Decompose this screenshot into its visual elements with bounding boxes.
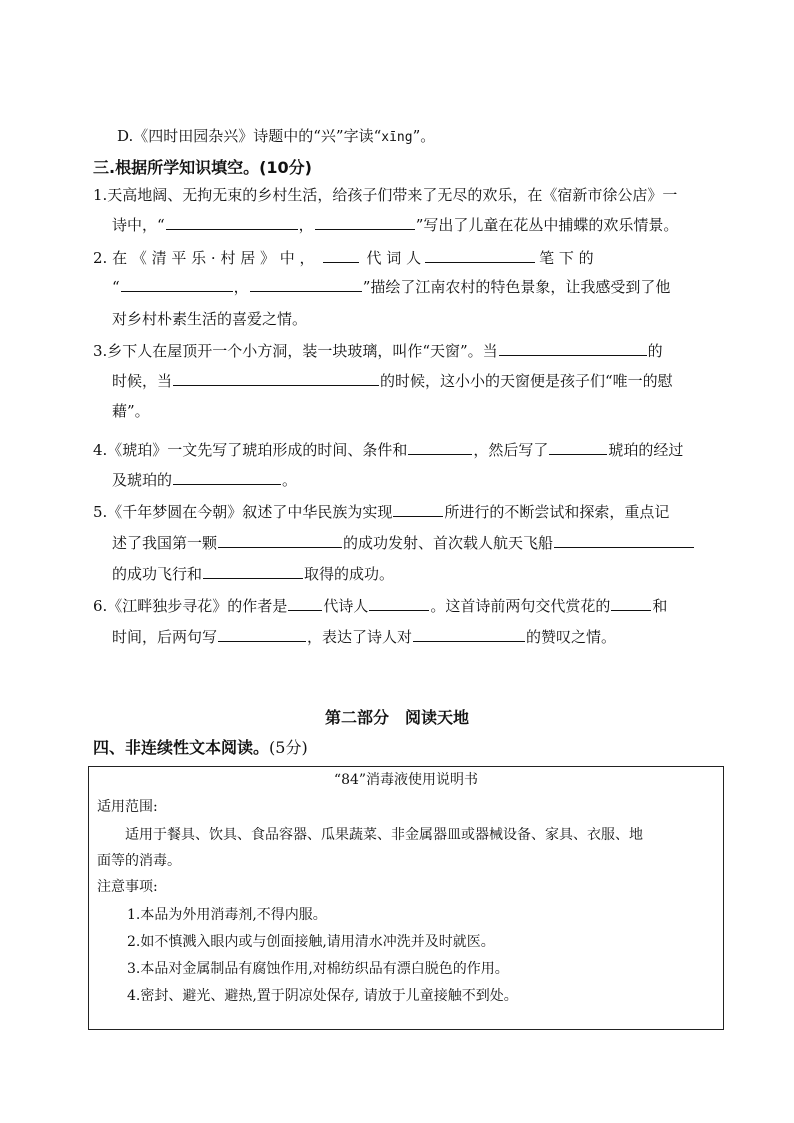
q6-blank-3[interactable] — [611, 595, 651, 611]
section3-heading — [93, 158, 312, 178]
section4-heading — [93, 738, 308, 758]
q3-text-a: 3.乡下人在屋顶开一个小方洞，装一块玻璃，叫作“天窗”。当 — [93, 342, 498, 360]
q5-text-f: 取得的成功。 — [304, 565, 395, 583]
option-d — [117, 126, 435, 148]
q3-blank-1[interactable] — [499, 340, 647, 356]
manual-note-2: 2.如不慎溅入眼内或与创面接触,请用清水冲洗并及时就医。 — [127, 934, 495, 950]
q4-text-e: 。 — [282, 471, 298, 489]
q2-text-e: ， — [233, 278, 249, 296]
section4-title: 四、非连续性文本阅读。 — [93, 738, 270, 757]
q2-blank-1[interactable] — [323, 247, 359, 263]
q1-text-c: ”写出了儿童在花丛中捕蝶的欢乐情景。 — [415, 216, 679, 234]
q4-blank-1[interactable] — [408, 439, 472, 455]
option-d-pinyin: xīng — [381, 130, 413, 145]
q2-text-b: 代 词 人 — [366, 249, 422, 267]
q1-text-b: ， — [298, 216, 314, 234]
option-d-suffix: ”。 — [412, 127, 436, 145]
q2-blank-2[interactable] — [425, 247, 535, 263]
q4-text-d: 及琥珀的 — [112, 471, 173, 489]
manual-title: “84”消毒液使用说明书 — [333, 772, 479, 788]
q6-text-g: 的赞叹之情。 — [526, 628, 617, 646]
q3-line2 — [112, 370, 673, 391]
q6-text-b: 代诗人 — [323, 597, 369, 615]
q6-blank-2[interactable] — [369, 595, 429, 611]
q4-text-c: 琥珀的经过 — [608, 441, 684, 459]
manual-scope-line1: 适用于餐具、饮具、食品容器、瓜果蔬菜、非金属器皿或器械设备、家具、衣服、地 — [125, 827, 643, 843]
q2-text-d: “ — [112, 278, 120, 296]
q4-text-a: 4.《琥珀》一文先写了琥珀形成的时间、条件和 — [93, 441, 408, 459]
q5-line3 — [112, 563, 394, 584]
q2-line1 — [93, 247, 594, 268]
q6-line1 — [93, 595, 667, 616]
manual-note-3: 3.本品对金属制品有腐蚀作用,对棉纺织品有漂白脱色的作用。 — [127, 961, 509, 977]
q6-blank-1[interactable] — [288, 595, 322, 611]
q3-line3: 藉”。 — [112, 402, 150, 420]
q6-blank-5[interactable] — [413, 626, 525, 642]
q5-line2 — [112, 532, 695, 553]
q1-blank-2[interactable] — [315, 214, 415, 230]
q5-blank-2[interactable] — [218, 532, 342, 548]
q5-text-b: 所进行的不断尝试和探索，重点记 — [444, 503, 670, 521]
q5-text-e: 的成功飞行和 — [112, 565, 203, 583]
q5-blank-1[interactable] — [393, 501, 443, 517]
q4-text-b: ，然后写了 — [473, 441, 549, 459]
q6-text-f: ，表达了诗人对 — [307, 628, 413, 646]
q2-line2 — [112, 276, 670, 297]
q6-text-c: 。这首诗前两句交代赏花的 — [430, 597, 611, 615]
q5-blank-4[interactable] — [203, 563, 303, 579]
option-d-text: D.《四时田园杂兴》诗题中的“兴”字读“ — [117, 127, 382, 145]
q3-blank-2[interactable] — [173, 370, 379, 386]
q5-text-a: 5.《千年梦圆在今朝》叙述了中华民族为实现 — [93, 503, 393, 521]
manual-note-4: 4.密封、避光、避热,置于阴凉处保存, 请放于儿童接触不到处。 — [127, 988, 518, 1004]
part2-title: 第二部分 阅读天地 — [324, 708, 469, 727]
q6-text-e: 时间，后两句写 — [112, 628, 218, 646]
q1-line2 — [112, 214, 678, 235]
manual-scope-label: 适用范围: — [97, 799, 158, 815]
q4-blank-2[interactable] — [549, 439, 607, 455]
q1-line1: 1.天高地阔、无拘无束的乡村生活，给孩子们带来了无尽的欢乐，在《宿新市徐公店》一 — [93, 186, 678, 204]
q4-blank-3[interactable] — [173, 469, 281, 485]
q2-blank-4[interactable] — [250, 276, 362, 292]
q6-text-d: 和 — [652, 597, 668, 615]
manual-notes-label: 注意事项: — [97, 879, 158, 895]
q4-line1 — [93, 439, 683, 460]
section4-score: (5分) — [269, 738, 308, 757]
q5-line1 — [93, 501, 669, 522]
section3-score: (10分) — [259, 158, 312, 177]
q5-text-d: 的成功发射、首次载人航天飞船 — [343, 534, 554, 552]
q4-line2 — [112, 469, 297, 490]
q2-blank-3[interactable] — [121, 276, 233, 292]
q2-text-f: ”描绘了江南农村的特色景象，让我感受到了他 — [362, 278, 671, 296]
q5-text-c: 述了我国第一颗 — [112, 534, 218, 552]
q3-text-d: 的时候，这小小的天窗便是孩子们“唯一的慰 — [380, 372, 673, 390]
q6-line2 — [112, 626, 616, 647]
q5-blank-3[interactable] — [554, 532, 694, 548]
q1-blank-1[interactable] — [166, 214, 298, 230]
q2-text-c: 笔 下 的 — [539, 249, 594, 267]
manual-note-1: 1.本品为外用消毒剂,不得内服。 — [127, 907, 327, 923]
q6-text-a: 6.《江畔独步寻花》的作者是 — [93, 597, 288, 615]
manual-scope-line2: 面等的消毒。 — [97, 853, 181, 869]
manual-box — [88, 766, 724, 1030]
q2-line3: 对乡村朴素生活的喜爱之情。 — [112, 310, 308, 328]
q6-blank-4[interactable] — [218, 626, 306, 642]
q3-text-c: 时候，当 — [112, 372, 173, 390]
q3-text-b: 的 — [647, 342, 663, 360]
q3-line1 — [93, 340, 663, 361]
section3-title: 三.根据所学知识填空。 — [93, 158, 260, 177]
q2-text-a: 2. 在 《 清 平 乐 · 村 居 》 中 ， — [93, 249, 315, 267]
q1-text-a: 诗中，“ — [112, 216, 165, 234]
